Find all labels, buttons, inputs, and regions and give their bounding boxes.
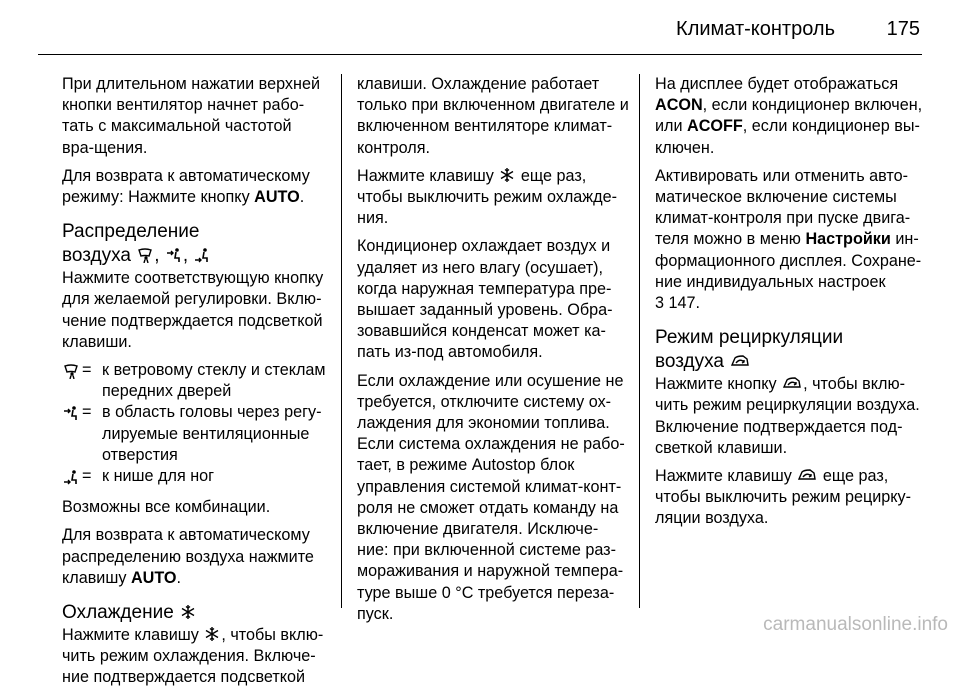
paragraph: клавиши. Охлаждение работает только при включенном двигателе и включенном вентиляторе климат-контроля. — [357, 75, 629, 157]
snowflake-icon — [204, 626, 220, 642]
paragraph: Для возврата к автоматическому распределению воздуха нажмите клавишу AUTO. — [62, 526, 314, 587]
face-vent-icon — [63, 405, 79, 421]
face-vent-icon — [166, 247, 182, 263]
column-2 — [357, 74, 629, 632]
air-distribution-list — [62, 360, 327, 489]
header-rule — [38, 54, 922, 55]
list-item: = к ветровому стеклу и стеклам передних дверей — [62, 360, 327, 402]
watermark: carmanualsonline.info — [763, 614, 948, 635]
list-item: = в область головы через регу-лируемые вентиляционные отверстия — [62, 402, 327, 466]
paragraph: Возможны все комбинации. — [62, 498, 271, 517]
page-number: 175 — [886, 18, 920, 40]
paragraph: Если система охлаждения не рабо-тает, в режиме Autostop блок управления системой климат-конт-роля не сможет отдать команду на включение двигателя. Исключе-ние: при включенной системе раз-мораживания и наружной темпера-туре выше 0 °C требуется переза-пуск. — [357, 435, 625, 623]
windscreen-vent-icon — [63, 363, 79, 379]
paragraph: Активировать или отменить авто-матическое включение системы климат-контроля при пуске двига-теля можно в меню Настройки ин-формационного дисплея. Сохране-ние индивидуальных настроек 3 147. — [655, 166, 922, 313]
paragraph: Если охлаждение или осушение не требуется, отключите систему ох-лаждения для экономии топлива. — [357, 371, 624, 433]
paragraph: Для возврата к автоматическому режиму: Нажмите кнопку AUTO. — [62, 166, 310, 207]
page-header — [0, 0, 960, 56]
paragraph: Нажмите клавишу , чтобы вклю-чить режим охлаждения. Включе-ние подтверждается подсветкой — [62, 626, 324, 687]
foot-vent-icon — [63, 469, 79, 485]
column-divider — [341, 74, 342, 608]
section-heading-recirculation: Режим рециркуляции воздуха — [655, 327, 844, 373]
recirculation-icon — [797, 467, 817, 483]
snowflake-icon — [499, 167, 515, 183]
paragraph: Нажмите соответствующую кнопку для желаемой регулировки. Вклю-чение подтверждается подсветкой клавиши. — [62, 269, 324, 351]
paragraph: На дисплее будет отображаться ACON, если кондиционер включен, или ACOFF, если кондиционер вы-ключен. — [655, 75, 923, 157]
column-3 — [655, 74, 925, 537]
recirculation-icon — [730, 353, 750, 369]
section-heading-air-distribution: Распределение воздуха , , — [62, 220, 327, 268]
page-reference[interactable]: 3 147. — [655, 294, 701, 313]
paragraph: Кондиционер охлаждает воздух и удаляет из него влагу (осушает), когда наружная температура пре-вышает заданный уровень. Обра-зовавшийся конденсат может ка-пать из-под автомобиля. — [357, 237, 613, 362]
column-divider — [639, 74, 640, 608]
display-label-acoff: ACOFF — [687, 117, 743, 136]
section-heading-cooling: Охлаждение — [62, 601, 327, 625]
windscreen-vent-icon — [137, 247, 153, 263]
key-label-auto: AUTO — [254, 188, 300, 207]
paragraph: Нажмите кнопку , чтобы вклю-чить режим рециркуляции воздуха. Включение подтверждается под-светкой клавиши. — [655, 375, 920, 457]
recirculation-icon — [782, 375, 802, 391]
list-item: = к нише для ног — [62, 466, 327, 489]
key-label-auto: AUTO — [130, 568, 177, 587]
paragraph: Нажмите клавишу еще раз, чтобы выключить режим охлажде-ния. — [357, 166, 617, 228]
chapter-title: Климат-контроль — [676, 18, 835, 40]
paragraph: При длительном нажатии верхней кнопки вентилятор начнет рабо-тать с максимальной частотой вра-щения. — [62, 75, 320, 157]
display-label-acon: ACON — [655, 96, 703, 115]
snowflake-icon — [180, 604, 196, 620]
column-1 — [62, 74, 327, 696]
paragraph: Нажмите клавишу еще раз, чтобы выключить режим рецирку-ляции воздуха. — [655, 467, 912, 528]
menu-label-settings: Настройки — [805, 230, 891, 249]
foot-vent-icon — [194, 247, 210, 263]
